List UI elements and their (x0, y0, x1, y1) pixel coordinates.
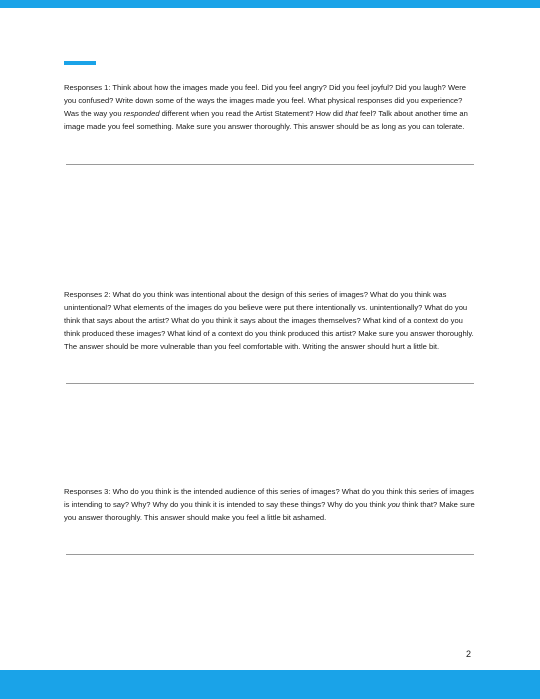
bottom-color-band (0, 670, 540, 699)
response-2-prompt: Responses 2: What do you think was intentional about the design of this series of images? What do you think was unintentional? What elements of the images do you believe were put there intentionally vs. unintentionally? What do you think that says about the artist? What do you think it says about the images themselves? What kind of a context do you think produced these images? What kind of a context do you think produced this artist? Make sure you answer thoroughly. The answer should be more vulnerable than you feel comfortable with. Writing the answer should hurt a little bit. (64, 290, 474, 351)
response-1-answer-line[interactable] (66, 164, 474, 165)
page-number: 2 (466, 649, 472, 659)
response-1-prompt: Responses 1: Think about how the images made you feel. Did you feel angry? Did you feel joyful? Did you laugh? Were you confused? Write down some of the ways the images made you feel. What physical responses did you experience? Was the way you responded different when you read the Artist Statement? How did that feel? Talk about another time an image made you feel something. Make sure you answer thoroughly. This answer should be as long as you can tolerate. (64, 83, 468, 131)
response-3-prompt: Responses 3: Who do you think is the intended audience of this series of images? What do you think this series of images is intending to say? Why? Why do you think it is intended to say these things? Why do you think you think that? Make sure you answer thoroughly. This answer should make you feel a little bit ashamed. (64, 487, 475, 522)
top-color-band (0, 0, 540, 8)
response-2-answer-line[interactable] (66, 383, 474, 384)
response-3-answer-line[interactable] (66, 554, 474, 555)
header-accent-bar (64, 61, 96, 65)
